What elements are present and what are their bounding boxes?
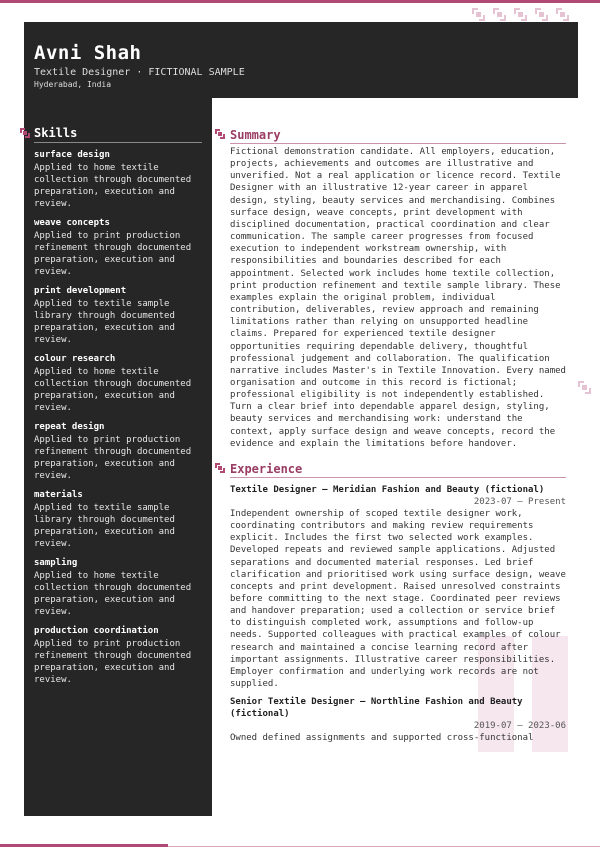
skill-description: Applied to home textile collection through documented preparation, execution and review. — [34, 571, 192, 617]
skill-description: Applied to home textile collection through documented preparation, execution and review. — [34, 367, 192, 413]
skill-name: sampling — [34, 558, 78, 568]
skill-name: surface design — [34, 150, 110, 160]
skill-item — [34, 625, 202, 686]
job-dates: 2023-07 – Present — [473, 496, 566, 507]
candidate-name: Avni Shah — [34, 42, 142, 64]
skill-description: Applied to textile sample library through documented preparation, execution and review. — [34, 299, 175, 345]
job-title: Senior Textile Designer — Northline Fashion and Beauty (fictional) — [230, 697, 523, 720]
skills-list — [34, 149, 202, 686]
resume-header — [24, 22, 578, 98]
job-entry — [230, 696, 566, 744]
skill-description: Applied to print production refinement through documented preparation, execution and review. — [34, 231, 192, 277]
top-accent-rule — [0, 0, 600, 3]
bottom-accent-rule — [0, 844, 168, 847]
main-content — [230, 128, 566, 748]
bottom-thin-rule — [168, 846, 600, 847]
section-marker-icon — [215, 463, 225, 473]
skills-heading-label: Skills — [34, 126, 78, 140]
decorative-pattern — [472, 8, 569, 21]
summary-text: Fictional demonstration candidate. All employers, education, projects, achievements and outcomes are illustrative and unverified. Not a real application or licence record. Textile Designer with an illustrative 12-year career in apparel design, styling, beauty services and merchandising. Combines surface design, weave concepts, print development with disciplined documentation, practical coordination and clear communication. The sample career progresses from focused execution to independent workstream ownership, with responsibilities and boundaries described for each appointment. Selected work includes home textile collection, print production refinement and textile sample library. These examples explain the original problem, individual contribution, deliverables, review approach and remaining limitations rather than relying on unsupported headline claims. Prepared for experienced textile designer opportunities requiring dependable delivery, thoughtful professional judgement and collaboration. The qualification narrative includes Master's in Textile Innovation. Every named organisation and outcome in this record is fictional; professional eligibility is not independently established. Turn a clear brief into dependable apparel design, styling, beauty services and merchandising work: understand the context, apply surface design and weave concepts, record the evidence and explain the limitations before handover. — [230, 147, 566, 449]
skill-item — [34, 421, 202, 482]
experience-heading — [230, 462, 566, 478]
skill-description: Applied to print production refinement through documented preparation, execution and review. — [34, 639, 192, 685]
skill-name: materials — [34, 490, 83, 500]
skill-description: Applied to home textile collection through documented preparation, execution and review. — [34, 163, 192, 209]
section-marker-icon — [215, 129, 225, 139]
job-description: Owned defined assignments and supported cross-functional — [230, 733, 534, 744]
square-ornament-icon — [472, 8, 485, 21]
skill-name: repeat design — [34, 422, 105, 432]
square-ornament-icon — [556, 8, 569, 21]
skill-item — [34, 557, 202, 618]
square-ornament-icon — [578, 381, 591, 394]
skills-heading — [34, 126, 202, 143]
skill-item — [34, 217, 202, 278]
skill-description: Applied to textile sample library through documented preparation, execution and review. — [34, 503, 175, 549]
summary-heading-label: Summary — [230, 128, 281, 142]
skill-item — [34, 489, 202, 550]
job-dates: 2019-07 – 2023-06 — [473, 721, 566, 732]
skill-item — [34, 353, 202, 414]
job-title: Textile Designer — Meridian Fashion and Beauty (fictional) — [230, 484, 545, 495]
job-entry — [230, 484, 566, 690]
section-marker-icon — [20, 128, 30, 138]
skill-item — [34, 149, 202, 210]
skill-item — [34, 285, 202, 346]
experience-heading-label: Experience — [230, 461, 303, 476]
skill-name: production coordination — [34, 626, 159, 636]
summary-heading — [230, 128, 566, 144]
candidate-location: Hyderabad, India — [34, 80, 112, 89]
skill-name: print development — [34, 286, 127, 296]
skill-name: colour research — [34, 354, 116, 364]
summary-section — [230, 128, 566, 450]
experience-section — [230, 462, 566, 745]
candidate-title: Textile Designer · FICTIONAL SAMPLE — [34, 67, 245, 78]
job-description: Independent ownership of scoped textile designer work, coordinating contributors and making review requirements explicit. Includes the first two selected work examples. Developed repeats and reviewed sample applications. Adjusted separations and documented material responses. Led brief clarification and prioritised work using surface design, weave concepts and print development. Raised unresolved constraints before committing to the next stage. Coordinated peer reviews and handover preparation; used a collection or service brief to distinguish completed work, assumptions and follow-up needs. Supported colleagues with practical examples of colour research and maintained a concise learning record after important assignments. Illustrative career responsibilities. Employer confirmation and underlying work records are not supplied. — [230, 508, 566, 690]
square-ornament-icon — [493, 8, 506, 21]
skill-name: weave concepts — [34, 218, 110, 228]
square-ornament-icon — [535, 8, 548, 21]
square-ornament-icon — [514, 8, 527, 21]
skills-sidebar — [24, 98, 212, 816]
skill-description: Applied to print production refinement through documented preparation, execution and review. — [34, 435, 192, 481]
